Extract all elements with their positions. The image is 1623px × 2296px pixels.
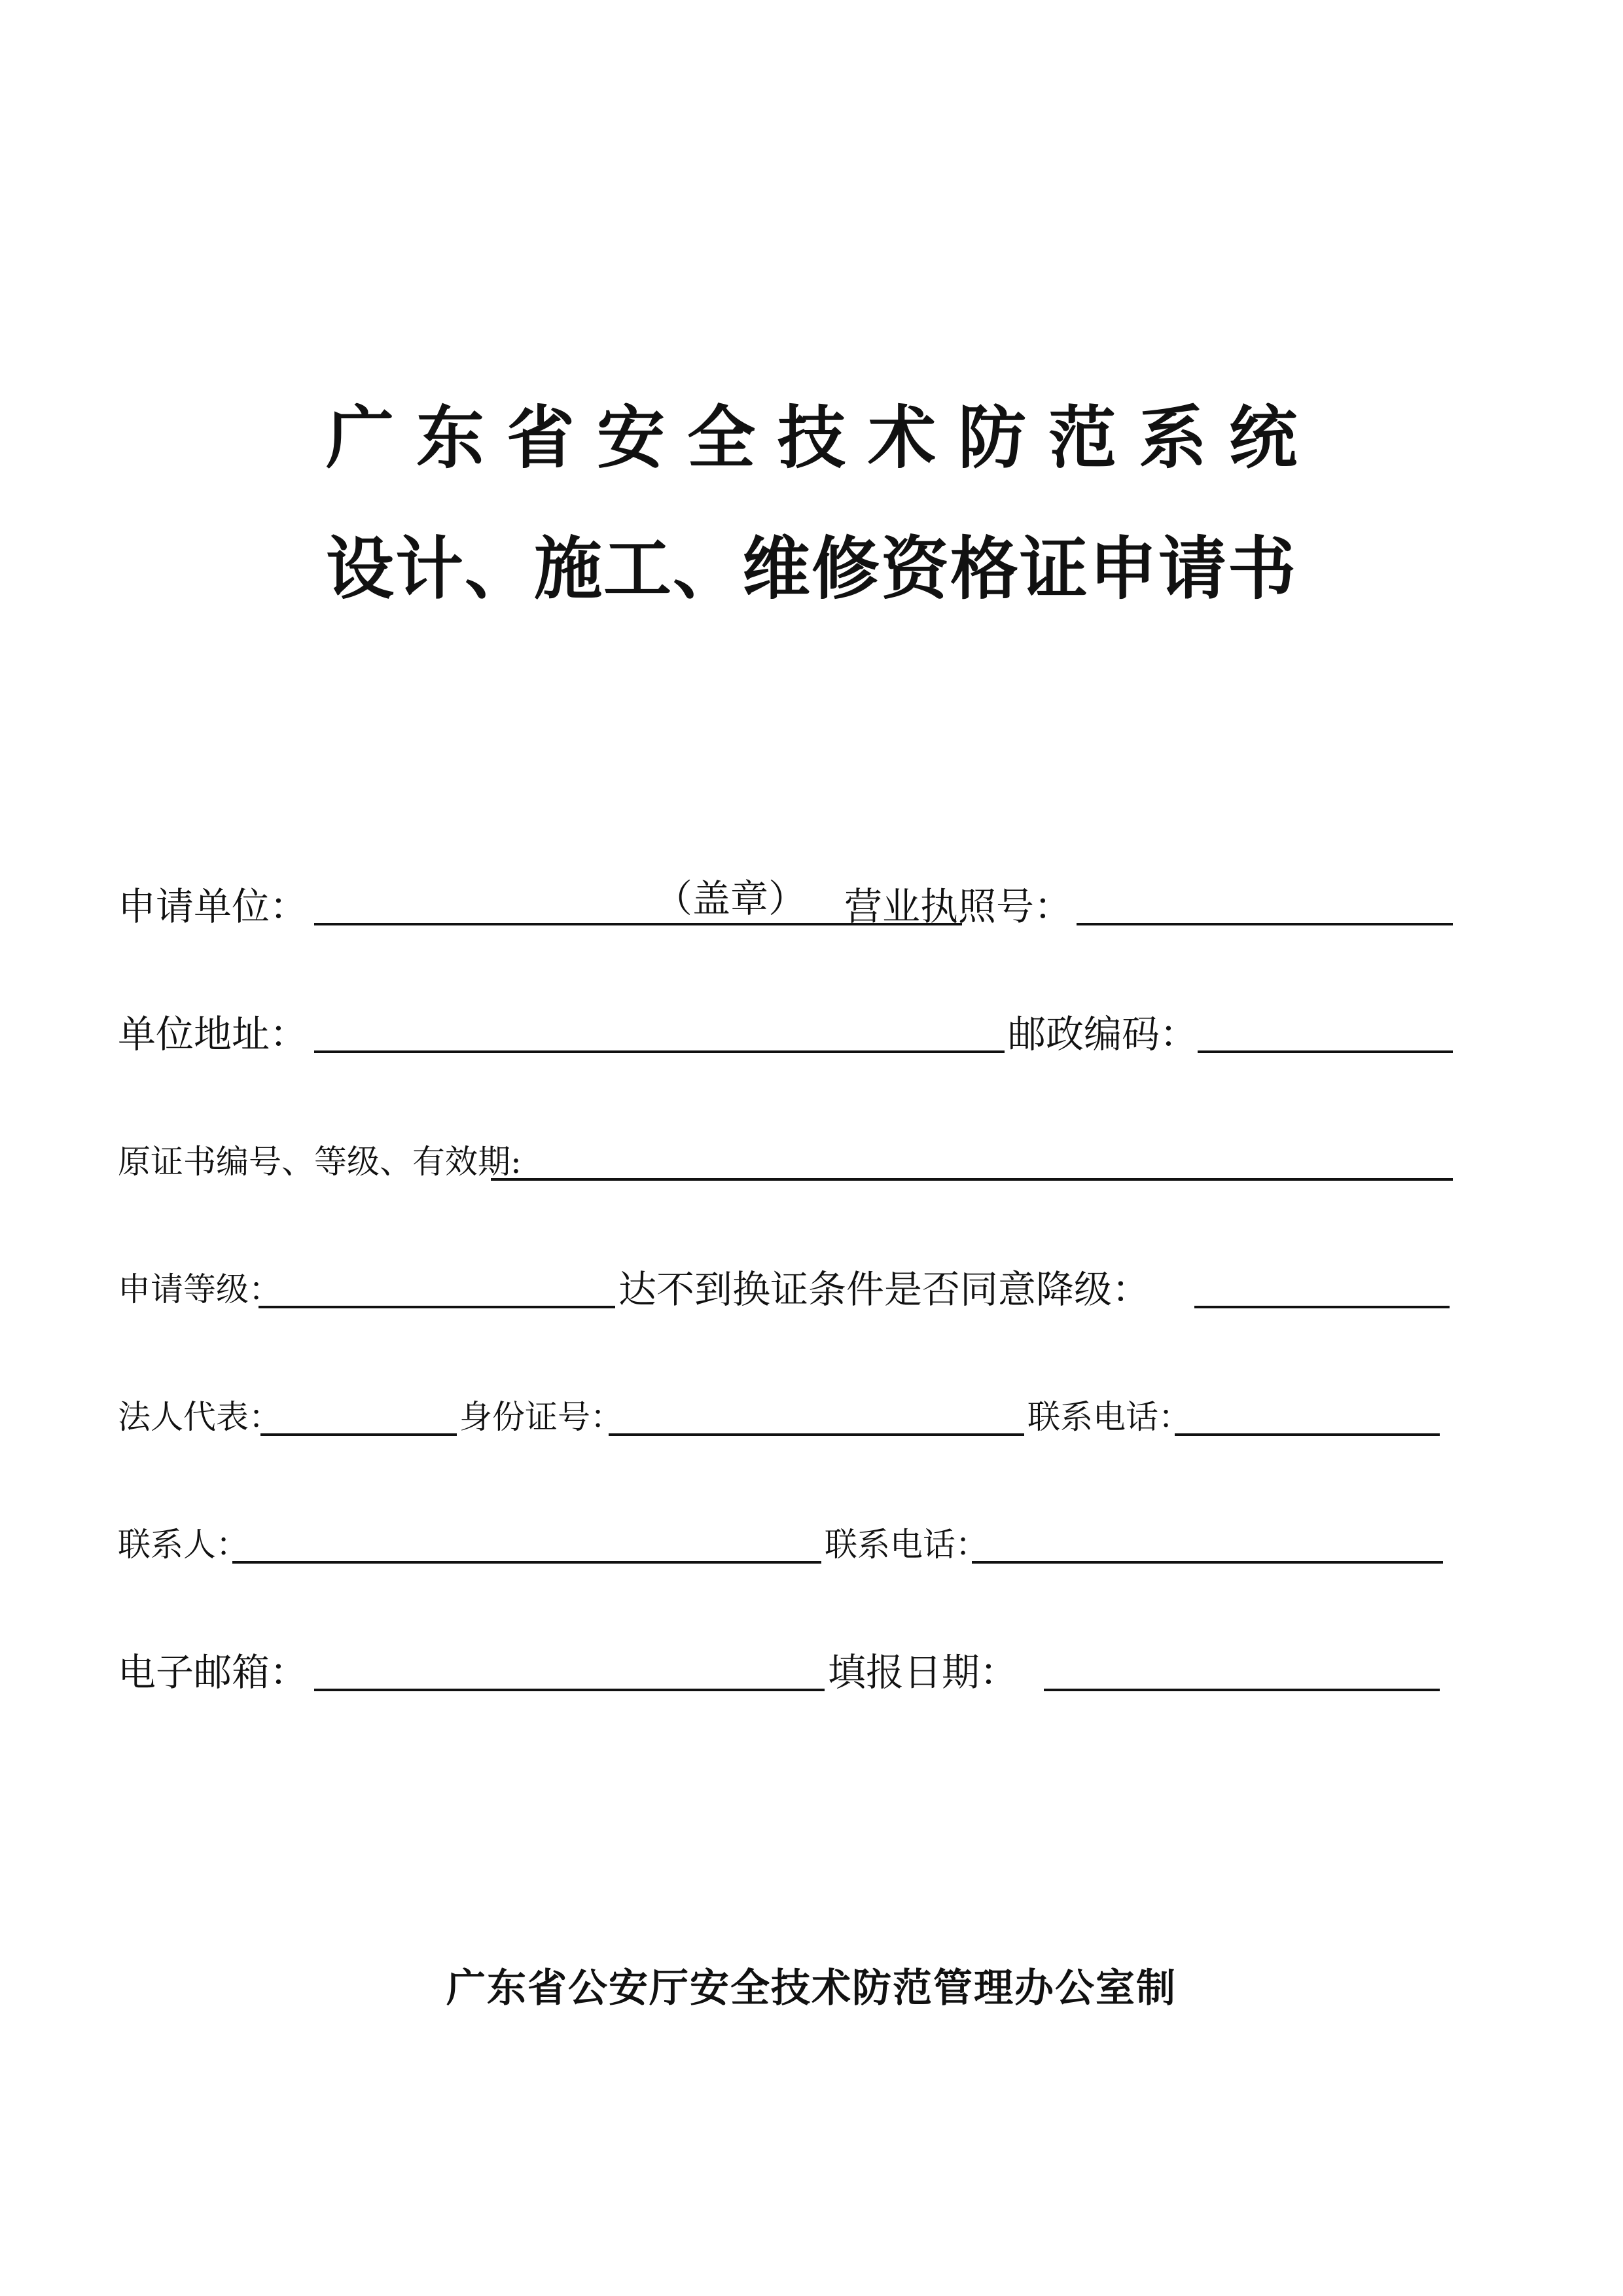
legal-rep-label: 法人代表： (118, 1398, 281, 1436)
business-license-field[interactable] (1077, 923, 1453, 925)
original-cert-field[interactable] (491, 1178, 1453, 1181)
form-row-original-cert (118, 1113, 1466, 1185)
form-row-contact (118, 1496, 1466, 1568)
email-field[interactable] (314, 1689, 825, 1691)
apply-grade-label: 申请等级： (118, 1270, 281, 1308)
email-label: 电子邮箱： (118, 1650, 308, 1695)
fill-date-label: 填报日期： (828, 1650, 1018, 1695)
id-number-label: 身份证号： (459, 1398, 623, 1436)
issuer-footer: 广东省公安厅安全技术防范管理办公室制 (446, 1965, 1177, 2011)
form-row-email (118, 1623, 1466, 1695)
unit-address-label: 单位地址： (118, 1012, 308, 1056)
contact-phone-label-2: 联系电话： (825, 1526, 988, 1564)
downgrade-field[interactable] (1194, 1306, 1450, 1308)
form-row-legal-rep (118, 1368, 1466, 1440)
contact-person-label: 联系人： (118, 1526, 249, 1564)
form-row-address (118, 985, 1466, 1057)
legal-rep-field[interactable] (260, 1433, 457, 1436)
form-row-grade (118, 1240, 1466, 1312)
downgrade-label: 达不到换证条件是否同意降级： (618, 1267, 1150, 1312)
id-number-field[interactable] (609, 1433, 1024, 1436)
document-title-line-1: 广东省安全技术防范系统 (325, 397, 1319, 478)
apply-grade-field[interactable] (259, 1306, 615, 1308)
business-license-label: 营业执照号： (844, 884, 1073, 929)
stamp-note: （盖章） (654, 876, 807, 921)
form-row-applicant (118, 857, 1466, 929)
contact-phone-field-1[interactable] (1175, 1433, 1440, 1436)
applicant-unit-label: 申请单位： (118, 884, 308, 929)
postal-code-label: 邮政编码： (1008, 1012, 1198, 1056)
contact-phone-label-1: 联系电话： (1027, 1398, 1191, 1436)
original-cert-label: 原证书编号、等级、有效期: (118, 1143, 522, 1181)
postal-code-field[interactable] (1198, 1050, 1453, 1053)
contact-phone-field-2[interactable] (972, 1561, 1443, 1564)
fill-date-field[interactable] (1044, 1689, 1440, 1691)
unit-address-field[interactable] (314, 1050, 1005, 1053)
document-title-line-2: 设计、施工、维修资格证申请书 (325, 528, 1297, 609)
contact-person-field[interactable] (232, 1561, 821, 1564)
